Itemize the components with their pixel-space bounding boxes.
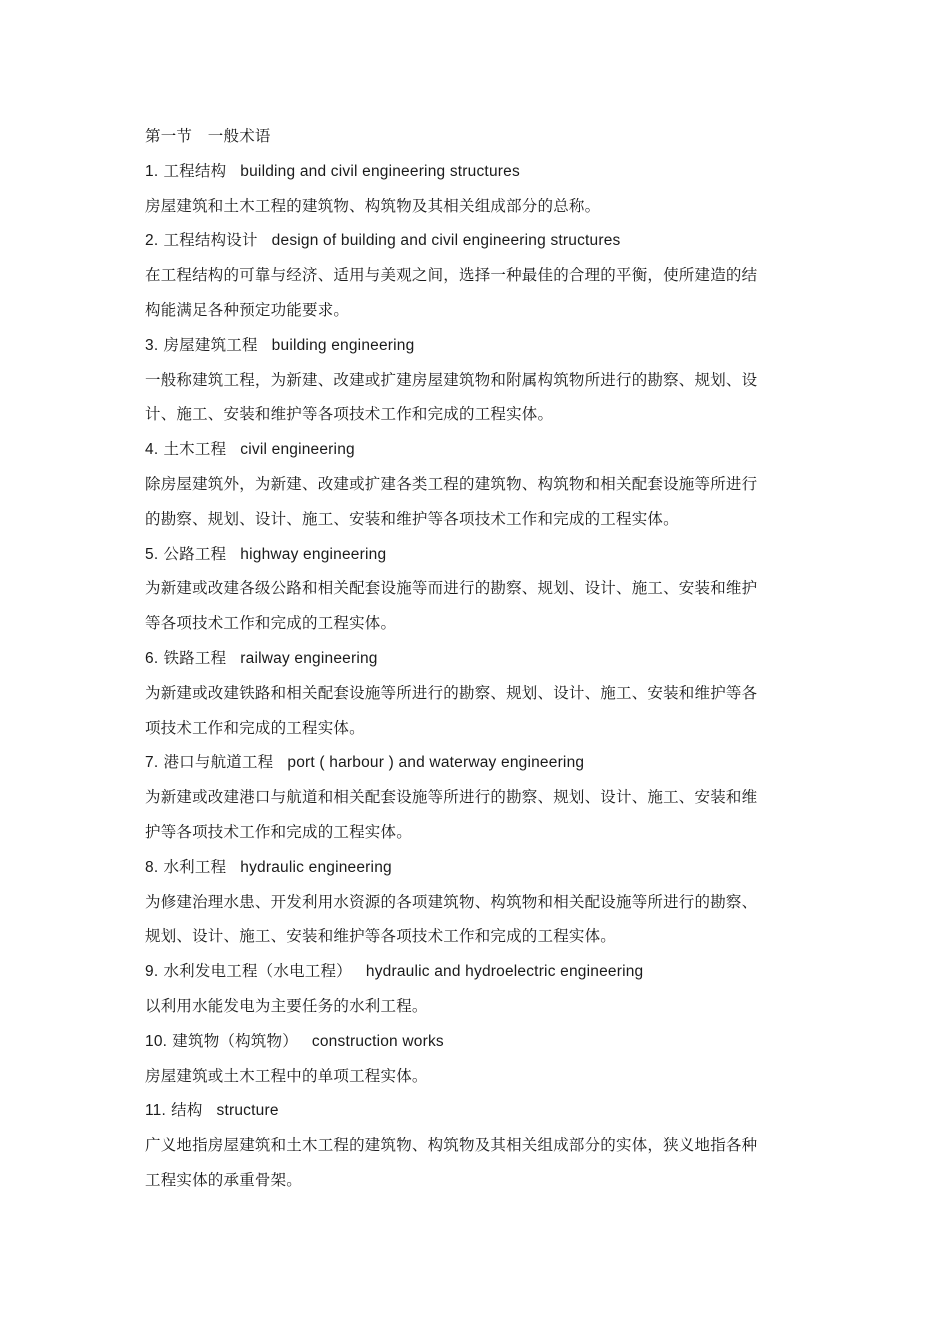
term-number: 5. xyxy=(145,545,159,563)
term-definition-line: 规划、设计、施工、安装和维护等各项技术工作和完成的工程实体。 xyxy=(145,927,617,946)
term-number: 2. xyxy=(145,232,159,250)
term-english: hydraulic and hydroelectric engineering xyxy=(365,963,644,981)
term-definition-line: 为修建治理水患、开发利用水资源的各项建筑物、构筑物和相关配设施等所进行的勘察、 xyxy=(145,892,758,911)
term-definition-line: 项技术工作和完成的工程实体。 xyxy=(145,718,365,737)
term-chinese: 工程结构 xyxy=(163,161,227,180)
term-definition-line: 以利用水能发电为主要任务的水利工程。 xyxy=(145,996,428,1015)
section-title: 第一节 一般术语 xyxy=(145,127,271,145)
term-chinese: 结构 xyxy=(171,1101,203,1120)
term-heading xyxy=(145,154,805,189)
term-number: 7. xyxy=(145,754,159,772)
term-number: 8. xyxy=(145,858,159,876)
term-number: 1. xyxy=(145,162,159,180)
term-chinese: 水利发电工程（水电工程） xyxy=(163,962,352,981)
term-definition-line: 为新建或改建铁路和相关配套设施等所进行的勘察、规划、设计、施工、安装和维护等各 xyxy=(145,683,758,702)
term-heading xyxy=(145,1093,805,1128)
term-number: 11. xyxy=(145,1102,166,1120)
term-english: design of building and civil engineering structures xyxy=(271,232,621,250)
term-definition-line: 等各项技术工作和完成的工程实体。 xyxy=(145,614,397,633)
term-heading xyxy=(145,223,805,258)
term-heading xyxy=(145,850,805,885)
document-page xyxy=(145,119,805,1198)
term-definition-line: 构能满足各种预定功能要求。 xyxy=(145,300,350,319)
term-english: building and civil engineering structures xyxy=(240,162,520,180)
term-english: civil engineering xyxy=(240,441,355,459)
term-heading xyxy=(145,954,805,989)
term-definition-line: 护等各项技术工作和完成的工程实体。 xyxy=(145,822,412,841)
term-number: 9. xyxy=(145,963,159,981)
term-heading xyxy=(145,537,805,572)
term-chinese: 建筑物（构筑物） xyxy=(172,1031,298,1050)
term-chinese: 土木工程 xyxy=(163,440,227,459)
term-chinese: 公路工程 xyxy=(163,544,227,563)
term-chinese: 房屋建筑工程 xyxy=(163,335,258,354)
term-english: railway engineering xyxy=(240,649,378,667)
term-definition-line: 工程实体的承重骨架。 xyxy=(145,1170,303,1189)
term-definition-line: 房屋建筑或土木工程中的单项工程实体。 xyxy=(145,1066,428,1085)
term-english: structure xyxy=(216,1102,279,1120)
term-heading xyxy=(145,328,805,363)
term-english: port ( harbour ) and waterway engineering xyxy=(287,754,585,772)
term-definition-line: 的勘察、规划、设计、施工、安装和维护等各项技术工作和完成的工程实体。 xyxy=(145,509,679,528)
term-number: 3. xyxy=(145,336,159,354)
term-english: hydraulic engineering xyxy=(240,858,392,876)
term-definition-line: 在工程结构的可靠与经济、适用与美观之间，选择一种最佳的合理的平衡，使所建造的结 xyxy=(145,266,758,285)
term-definition-line: 为新建或改建各级公路和相关配套设施等而进行的勘察、规划、设计、施工、安装和维护 xyxy=(145,579,758,598)
term-english: building engineering xyxy=(271,336,415,354)
term-chinese: 水利工程 xyxy=(163,857,227,876)
term-definition-line: 广义地指房屋建筑和土木工程的建筑物、构筑物及其相关组成部分的实体，狭义地指各种 xyxy=(145,1136,758,1155)
term-definition-line: 房屋建筑和土木工程的建筑物、构筑物及其相关组成部分的总称。 xyxy=(145,196,601,215)
term-chinese: 铁路工程 xyxy=(163,648,227,667)
term-heading xyxy=(145,641,805,676)
term-heading xyxy=(145,432,805,467)
term-definition-line: 除房屋建筑外，为新建、改建或扩建各类工程的建筑物、构筑物和相关配套设施等所进行 xyxy=(145,474,758,493)
term-number: 10. xyxy=(145,1032,168,1050)
term-number: 6. xyxy=(145,649,159,667)
term-chinese: 港口与航道工程 xyxy=(163,753,274,772)
term-definition-line: 为新建或改建港口与航道和相关配套设施等所进行的勘察、规划、设计、施工、安装和维 xyxy=(145,788,758,807)
term-definition-line: 计、施工、安装和维护等各项技术工作和完成的工程实体。 xyxy=(145,405,554,424)
term-list xyxy=(145,154,805,1198)
term-english: construction works xyxy=(311,1032,444,1050)
term-english: highway engineering xyxy=(240,545,387,563)
term-heading xyxy=(145,1024,805,1059)
term-definition-line: 一般称建筑工程，为新建、改建或扩建房屋建筑物和附属构筑物所进行的勘察、规划、设 xyxy=(145,370,758,389)
term-number: 4. xyxy=(145,441,159,459)
term-chinese: 工程结构设计 xyxy=(163,231,258,250)
term-heading xyxy=(145,745,805,780)
